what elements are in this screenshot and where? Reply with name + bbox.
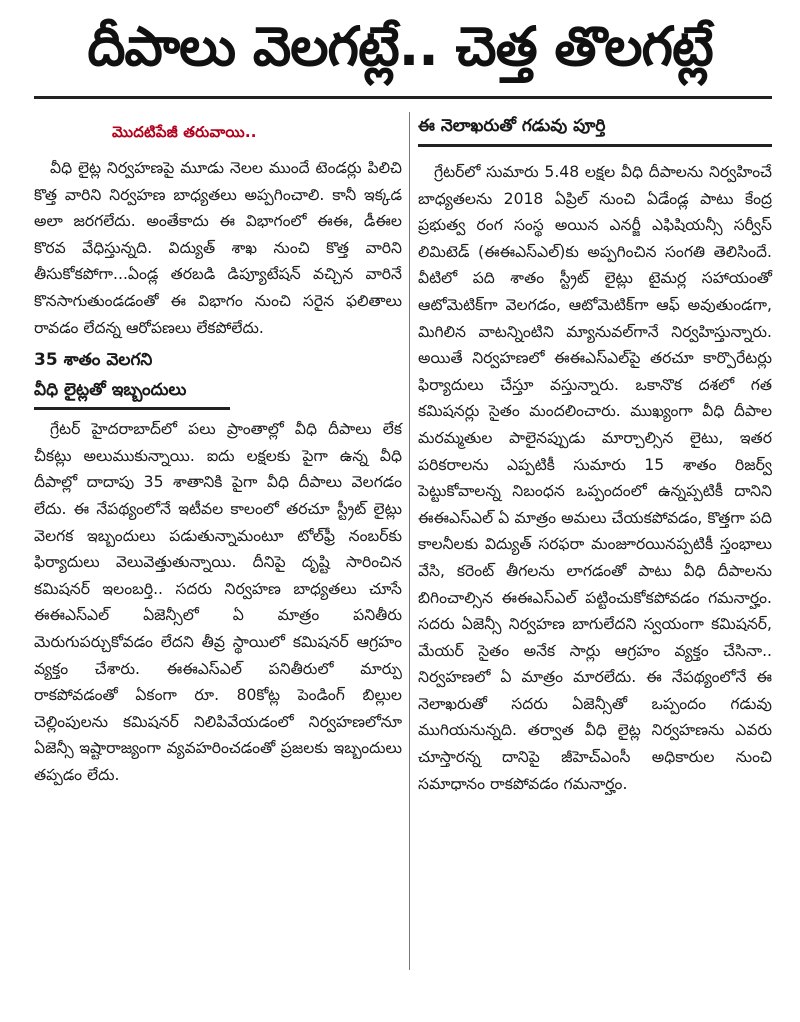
kicker: మొదటిపేజీ తరువాయి.. <box>112 123 257 141</box>
column-divider <box>409 112 410 970</box>
subheading-deadline: ఈ నెలాఖరుతో గడువు పూర్తి <box>418 114 772 147</box>
left-column <box>34 122 402 788</box>
headline-rule <box>34 96 772 99</box>
streetlights-paragraph: గ్రేటర్ హైదరాబాద్‌లో పలు ప్రాంతాల్లో వీధి దీపాలు లేక చీకట్లు అలుముకున్నాయి. ఐదు లక్షలకు పైగా ఉన్న వీధి దీపాల్లో దాదాపు 35 శాతానికి పైగా వీధి దీపాలు వెలగడం లేదు. ఈ నేపథ్యంలోనే ఇటీవల కాలంలో తరచూ స్ట్రీట్ లైట్లు వెలగక ఇబ్బందులు పడుతున్నామంటూ టోల్‌ఫ్రీ నంబర్‌కు ఫిర్యాదులు వెలువెత్తుతున్నాయి. దీనిపై దృష్టి సారించిన కమిషనర్ ఇలంబర్తి.. సదరు నిర్వహణ బాధ్యతలు చూసే ఈఈఎస్ఎల్ ఏజెన్సీలో ఏ మాత్రం పనితీరు మెరుగుపర్చుకోవడం లేదని తీవ్ర స్థాయిలో కమిషనర్ ఆగ్రహం వ్యక్తం చేశారు. ఈఈఎస్ఎల్ పనితీరులో మార్పు రాకపోవడంతో ఏకంగా రూ. 80కోట్ల పెండింగ్ బిల్లుల చెల్లింపులను కమిషనర్ నిలిపివేయడంలో నిర్వహణలోనూ ఏజెన్సీ ఇష్టారాజ్యంగా వ్యవహరించడంతో ప్రజలకు ఇబ్బందులు తప్పడం లేదు. <box>34 420 402 784</box>
right-column <box>418 116 772 797</box>
intro-paragraph: వీధి లైట్ల నిర్వహణపై మూడు నెలల ముందే టెండర్లు పిలిచి కొత్త వారిని నిర్వహణ బాధ్యతలు అప్పగించాలి. కానీ ఇక్కడ అలా జరగలేదు. అంతేకాదు ఈ విభాగంలో ఈఈ, డీఈల కొరవ వేధిస్తున్నది. విద్యుత్ శాఖ నుంచి కొత్త వారిని తీసుకోకపోగా...ఏండ్ల తరబడి డిప్యూటేషన్ వచ్చిన వారినే కొనసాగుతుండడంతో ఈ విభాగం నుంచి సరైన ఫలితాలు రావడం లేదన్న ఆరోపణలు లేకపోలేదు. <box>34 159 402 337</box>
subheading-streetlights-line2 <box>34 375 402 410</box>
subheading-streetlights-text: వీధి లైట్లతో ఇబ్బందులు <box>34 375 230 410</box>
deadline-paragraph: గ్రేటర్‌లో సుమారు 5.48 లక్షల వీధి దీపాలను నిర్వహించే బాధ్యతలను 2018 ఏప్రిల్ నుంచి ఏడేండ్ల పాటు కేంద్ర ప్రభుత్వ రంగ సంస్థ అయిన ఎనర్జీ ఎఫిషియన్సీ సర్వీస్ లిమిటెడ్ (ఈఈఎస్ఎల్)కు అప్పగించిన సంగతి తెలిసిందే. వీటిలో పది శాతం స్ట్రీట్ లైట్లు టైమర్ల సహాయంతో ఆటోమెటిక్‌గా వెలగడం, ఆటోమెటిక్‌గా ఆఫ్ అవుతుండగా, మిగిలిన వాటన్నింటిని మ్యానువల్‌గానే నిర్వహిస్తున్నారు. అయితే నిర్వహణలో ఈఈఎస్ఎల్‌పై తరచూ కార్పొరేటర్లు ఫిర్యాదులు చేస్తూ వస్తున్నారు. ఒకానొక దశలో గత కమిషనర్లు సైతం మందలించారు. ముఖ్యంగా వీధి దీపాల మరమ్మతుల పాలైనప్పుడు మార్చాల్సిన లైటు, ఇతర పరికరాలను ఎప్పటికీ సుమారు 15 శాతం రిజర్వ్ పెట్టుకోవాలన్న నిబంధన ఒప్పందంలో ఉన్నప్పటికీ దానిని ఈఈఎస్ఎల్ ఏ మాత్రం అమలు చేయకపోవడం, కొత్తగా పది కాలనీలకు విద్యుత్ సరఫరా మంజూరయినప్పటికీ స్తంభాలు వేసి, కరెంట్ తీగలను లాగడంతో పాటు వీధి దీపాలను బిగించాల్సిన ఈఈఎస్ఎల్ పట్టించుకోకపోవడం గమనార్హం. సదరు ఏజెన్సీ నిర్వహణ బాగులేదని స్వయంగా కమిషనర్, మేయర్ సైతం అనేక సార్లు ఆగ్రహం వ్యక్తం చేసినా.. నిర్వహణలో ఏ మాత్రం మారలేదు. ఈ నేపథ్యంలోనే ఈ నెలాఖరుతో సదరు ఏజెన్సీతో ఒప్పందం గడువు ముగియనున్నది. తర్వాత వీధి లైట్ల నిర్వహణను ఎవరు చూస్తారన్న దానిపై జీహెచ్ఎంసీ అధికారుల నుంచి సమాధానం రాకపోవడం గమనార్హం. <box>418 163 772 793</box>
headline: దీపాలు వెలగట్లే.. చెత్త తొలగట్లే <box>87 15 713 78</box>
subheading-streetlights-line1: 35 శాతం వెలగని <box>34 350 153 371</box>
